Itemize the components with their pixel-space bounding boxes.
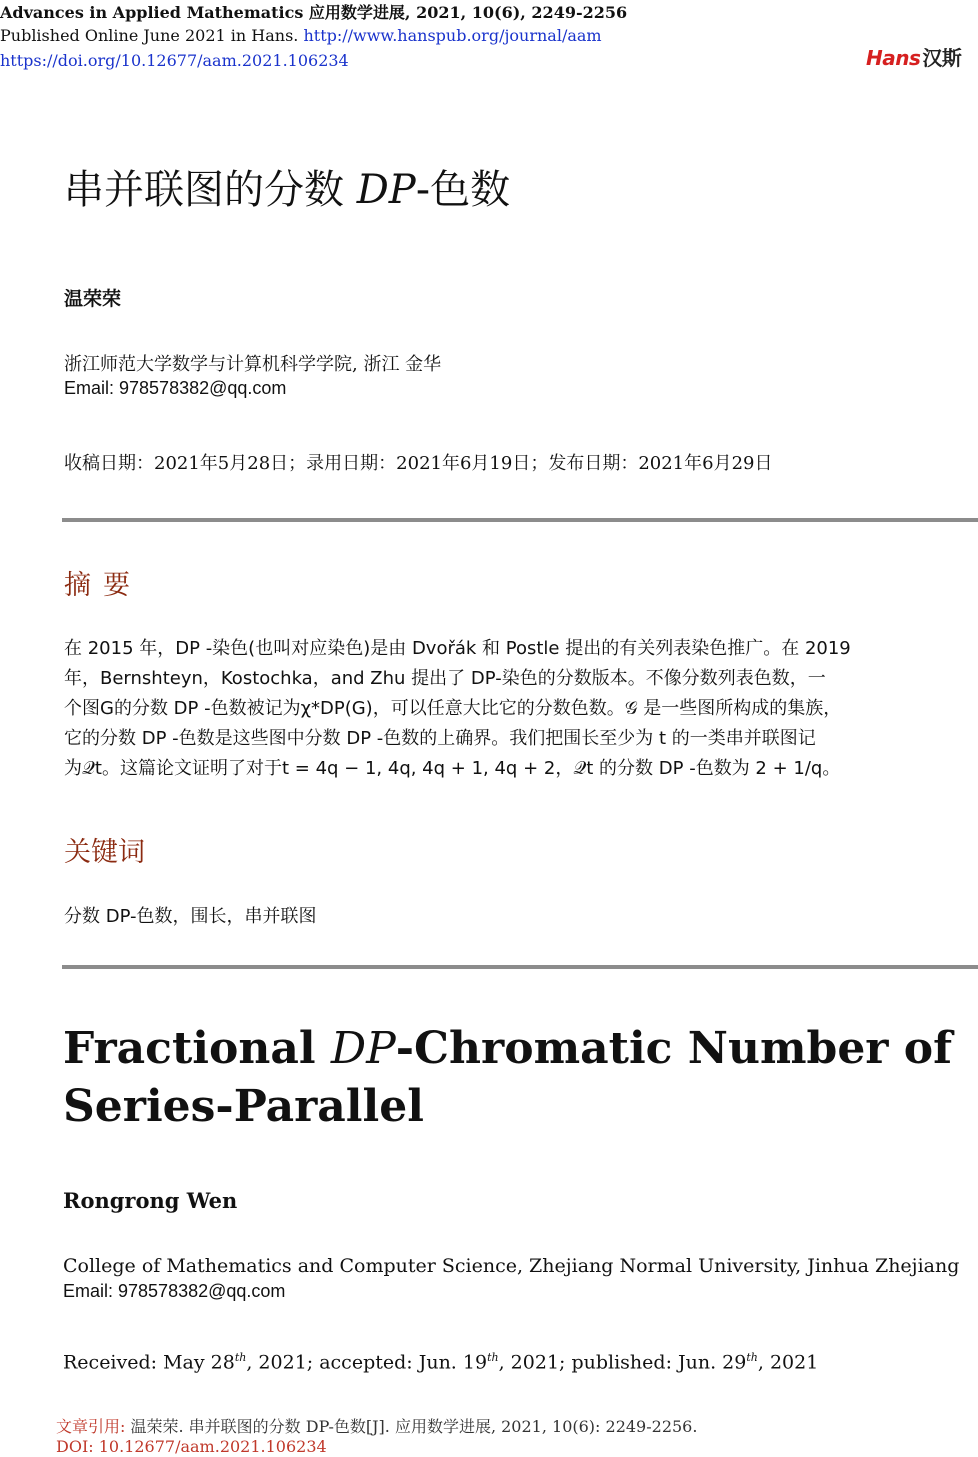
abstract-heading: 摘要 (64, 570, 142, 601)
section-divider (62, 518, 978, 522)
hans-logo-cn: 汉斯 (922, 46, 962, 70)
ordinal-suffix: th (234, 1351, 247, 1364)
keywords-heading: 关键词 (64, 837, 145, 868)
ordinal-suffix: th (487, 1351, 499, 1364)
chinese-title (64, 158, 510, 215)
english-title-line (63, 1020, 952, 1078)
english-affiliation: College of Mathematics and Computer Science, Zhejiang Normal University, Jinhua Zhejiang (63, 1255, 960, 1277)
journal-header: Advances in Applied Mathematics 应用数学进展, 2021, 10(6), 2249-2256 (0, 3, 628, 22)
chinese-affiliation: 浙江师范大学数学与计算机科学学院, 浙江 金华 (64, 354, 442, 375)
abstract-line: 为𝒬t。这篇论文证明了对于t = 4q − 1, 4q, 4q + 1, 4q + 2，𝒬t 的分数 DP -色数为 2 + 1/q。 (64, 758, 841, 779)
chinese-title-pre: 串并联图的分数 (64, 167, 344, 213)
abstract-line: 它的分数 DP -色数是这些图中分数 DP -色数的上确界。我们把围长至少为 t 的一类串并联图记 (64, 728, 816, 749)
published-online-line (0, 26, 602, 45)
doi-footer[interactable]: DOI: 10.12677/aam.2021.106234 (56, 1437, 327, 1456)
chinese-title-math: DP (356, 167, 416, 213)
journal-url-link[interactable]: http://www.hanspub.org/journal/aam (303, 26, 602, 45)
english-title-line: Series-Parallel (63, 1081, 424, 1132)
published-prefix: Published Online June 2021 in Hans. (0, 26, 299, 45)
doi-url-link[interactable]: https://doi.org/10.12677/aam.2021.106234 (0, 51, 349, 70)
citation-footer (56, 1414, 697, 1437)
chinese-abstract (64, 634, 964, 784)
chinese-title-post: -色数 (415, 167, 511, 213)
citation-text: 温荣荣. 串并联图的分数 DP-色数[J]. 应用数学进展, 2021, 10(6): 2249-2256. (125, 1417, 698, 1436)
english-title-post: -Chromatic Number of (395, 1023, 953, 1074)
chinese-author: 温荣荣 (64, 288, 122, 310)
received-date: Received: May 28 (63, 1351, 235, 1374)
english-title-pre: Fractional (63, 1023, 331, 1074)
hans-logo (866, 42, 961, 71)
abstract-line: 在 2015 年，DP -染色(也叫对应染色)是由 Dvořák 和 Postle 提出的有关列表染色推广。在 2019 (64, 638, 851, 659)
chinese-email: Email: 978578382@qq.com (64, 378, 287, 398)
abstract-line: 个图G的分数 DP -色数被记为χ*DP(G)，可以任意大比它的分数色数。𝒢 是一些图所构成的集族， (64, 698, 842, 719)
published-date: , 2021; published: Jun. 29 (498, 1351, 747, 1374)
chinese-dates: 收稿日期：2021年5月28日；录用日期：2021年6月19日；发布日期：2021年6月29日 (64, 453, 773, 474)
english-dates (63, 1351, 818, 1373)
ordinal-suffix: th (746, 1351, 758, 1364)
section-divider (62, 965, 978, 969)
citation-label: 文章引用: (56, 1417, 126, 1436)
hans-logo-latin: Hans (866, 46, 921, 70)
chinese-keywords: 分数 DP-色数，围长，串并联图 (64, 906, 317, 927)
accepted-date: , 2021; accepted: Jun. 19 (246, 1351, 488, 1374)
english-title (63, 1020, 952, 1136)
english-title-math: DP (330, 1023, 396, 1074)
english-email: Email: 978578382@qq.com (63, 1281, 286, 1301)
year-end: , 2021 (757, 1351, 819, 1374)
english-author: Rongrong Wen (63, 1188, 238, 1213)
abstract-line: 年，Bernshteyn，Kostochka，and Zhu 提出了 DP-染色的分数版本。不像分数列表色数，一 (64, 668, 826, 689)
